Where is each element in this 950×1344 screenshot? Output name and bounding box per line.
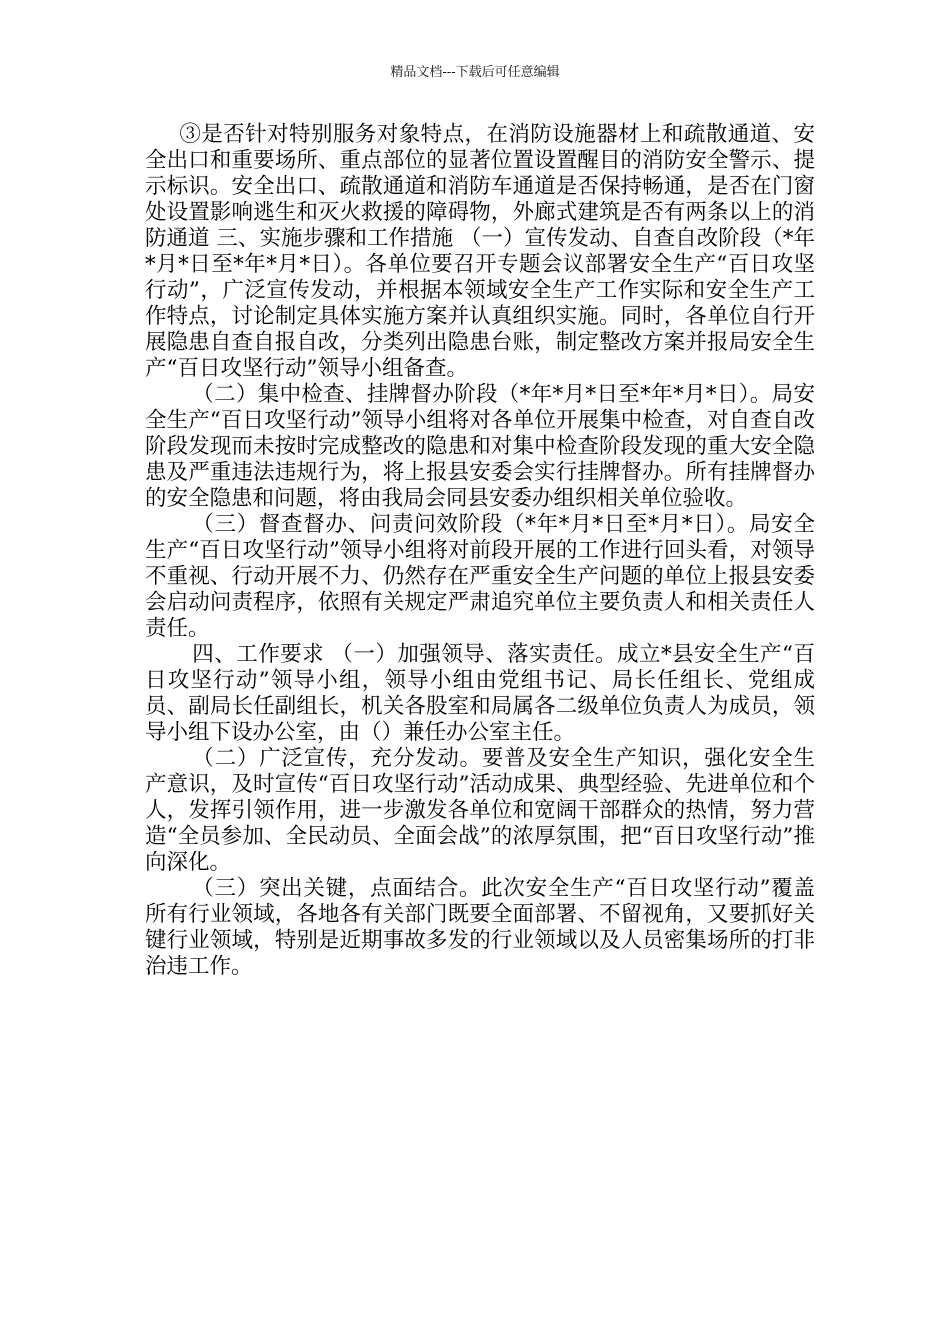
document-body	[145, 122, 815, 980]
paragraph-phase-two: （二）集中检查、挂牌督办阶段（*年*月*日至*年*月*日）。局安全生产“百日攻坚行动”领导小组将对各单位开展集中检查，对自查自改阶段发现而未按时完成整改的隐患和对集中检查阶段发现的重大安全隐患及严重违法违规行为，将上报县安委会实行挂牌督办。所有挂牌督办的安全隐患和问题，将由我局会同县安委办组织相关单位验收。	[145, 382, 815, 511]
paragraph-fire-safety-and-phase-one: ③是否针对特别服务对象特点，在消防设施器材上和疏散通道、安全出口和重要场所、重点部位的显著位置设置醒目的消防安全警示、提示标识。安全出口、疏散通道和消防车通道是否保持畅通，是否在门窗处设置影响逃生和灭火救援的障碍物，外廊式建筑是否有两条以上的消防通道 三、实施步骤和工作措施 （一）宣传发动、自查自改阶段（*年*月*日至*年*月*日）。各单位要召开专题会议部署安全生产“百日攻坚行动”，广泛宣传发动，并根据本领域安全生产工作实际和安全生产工作特点，讨论制定具体实施方案并认真组织实施。同时，各单位自行开展隐患自查自报自改，分类列出隐患台账，制定整改方案并报局安全生产“百日攻坚行动”领导小组备查。	[145, 122, 815, 381]
page-header: 精品文档---下载后可任意编辑	[390, 65, 560, 80]
paragraph-work-requirements: 四、工作要求 （一）加强领导、落实责任。成立*县安全生产“百日攻坚行动”领导小组，领导小组由党组书记、局长任组长、党组成员、副局长任副组长，机关各股室和局属各二级单位负责人为成员，领导小组下设办公室，由（）兼任办公室主任。	[145, 642, 815, 745]
paragraph-publicity: （二）广泛宣传，充分发动。要普及安全生产知识，强化安全生产意识，及时宣传“百日攻坚行动”活动成果、典型经验、先进单位和个人，发挥引领作用，进一步激发各单位和宽阔干部群众的热情，努力营造“全员参加、全民动员、全面会战”的浓厚氛围，把“百日攻坚行动”推向深化。	[145, 746, 815, 875]
paragraph-key-focus: （三）突出关键，点面结合。此次安全生产“百日攻坚行动”覆盖所有行业领域，各地各有关部门既要全面部署、不留视角，又要抓好关键行业领域，特别是近期事故多发的行业领域以及人员密集场所的打非治违工作。	[145, 876, 815, 979]
paragraph-phase-three: （三）督查督办、问责问效阶段（*年*月*日至*月*日）。局安全生产“百日攻坚行动”领导小组将对前段开展的工作进行回头看，对领导不重视、行动开展不力、仍然存在严重安全生产问题的单位上报县安委会启动问责程序，依照有关规定严肃追究单位主要负责人和相关责任人责任。	[145, 512, 815, 641]
